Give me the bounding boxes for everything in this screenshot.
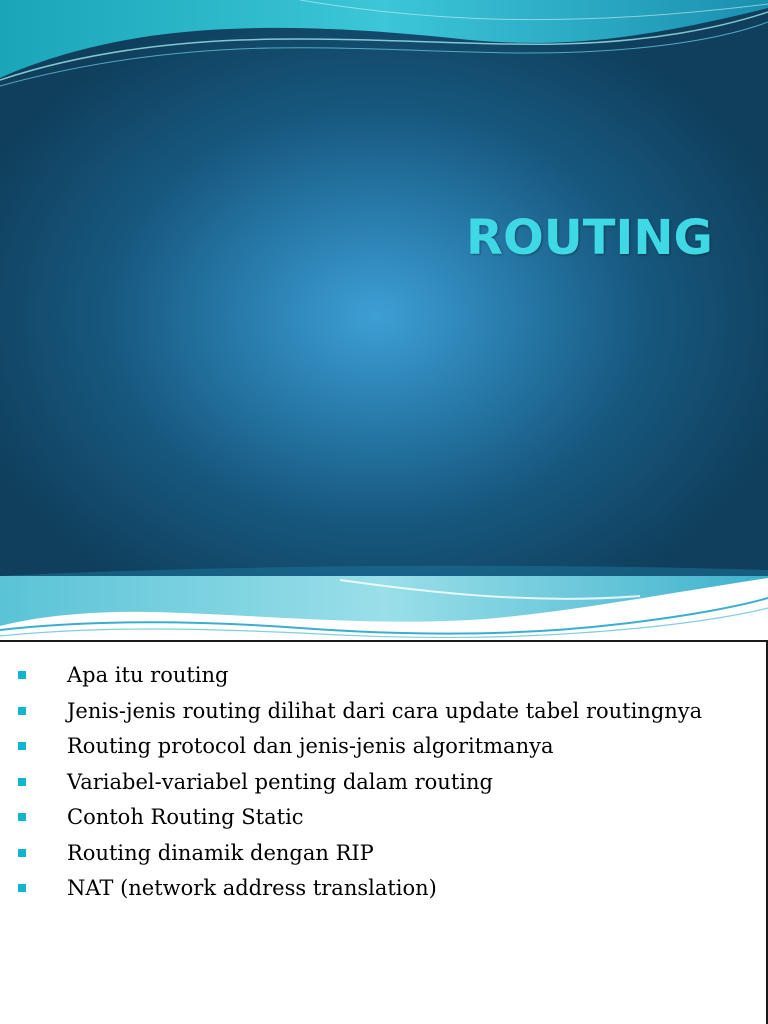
square-bullet-icon [18, 671, 26, 679]
list-item-text: Variabel-variabel penting dalam routing [67, 769, 493, 794]
list-item-text: Contoh Routing Static [67, 805, 304, 829]
list-item-text: Routing dinamik dengan RIP [67, 840, 374, 865]
top-wave-decoration [0, 0, 768, 100]
list-item [0, 836, 768, 872]
square-bullet-icon [18, 849, 26, 857]
square-bullet-icon [18, 884, 26, 892]
list-item [0, 871, 768, 907]
bottom-wave-decoration [0, 556, 768, 576]
list-item [0, 765, 768, 801]
header-wave-decoration [0, 576, 768, 646]
square-bullet-icon [18, 742, 26, 750]
square-bullet-icon [18, 813, 26, 821]
square-bullet-icon [18, 778, 26, 786]
list-item [0, 800, 768, 836]
list-item [0, 658, 768, 694]
list-item-text: Routing protocol dan jenis-jenis algoritmanya [67, 734, 554, 758]
list-item-text: Jenis-jenis routing dilihat dari cara update tabel routingnya [67, 698, 703, 723]
slide-title: ROUTING [466, 210, 713, 266]
square-bullet-icon [18, 707, 26, 715]
list-item-text: NAT (network address translation) [67, 876, 437, 900]
list-item [0, 729, 768, 765]
list-item [0, 694, 768, 730]
agenda-list [0, 658, 768, 907]
list-item-text: Apa itu routing [67, 663, 229, 687]
agenda-slide [0, 576, 768, 1024]
